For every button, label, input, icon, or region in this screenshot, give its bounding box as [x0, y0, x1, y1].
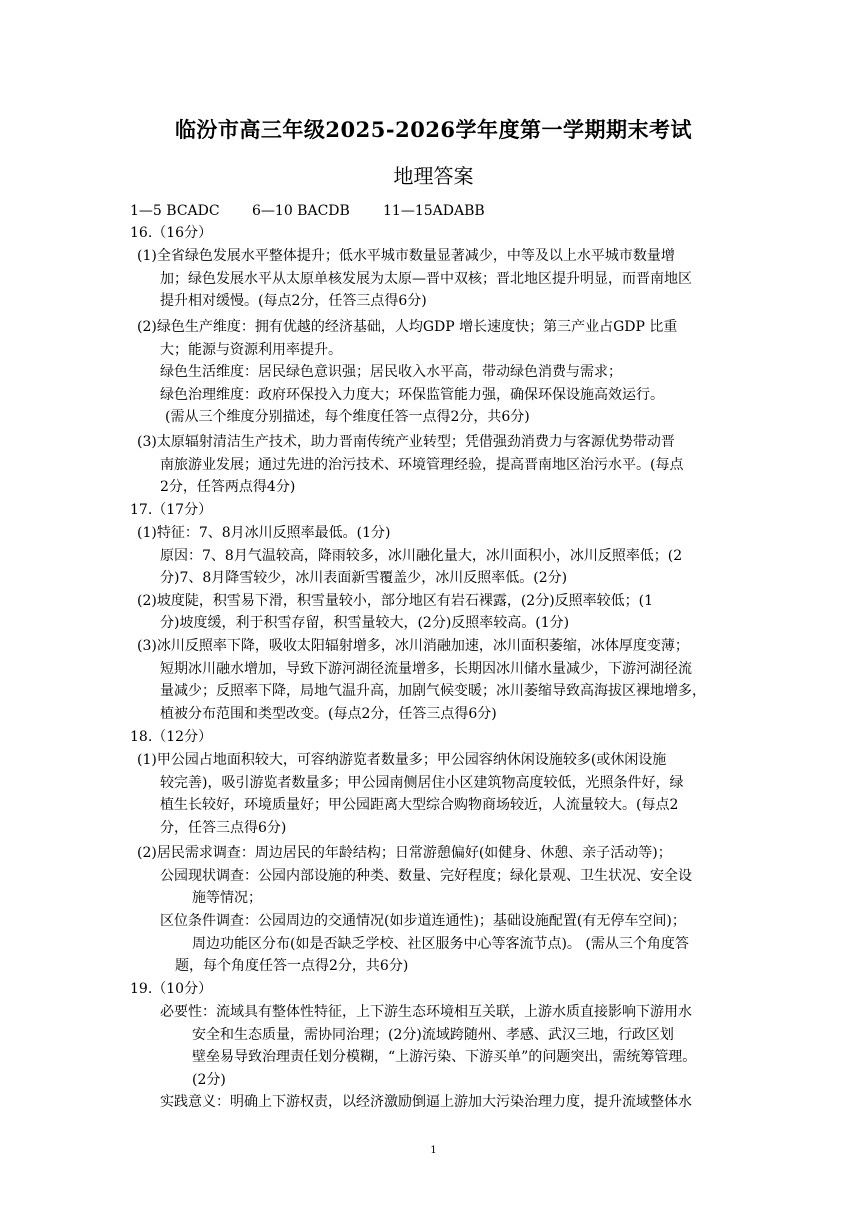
answer-line: 分)7、8月降雪较少，冰川表面新雪覆盖少，冰川反照率低。(2分) [160, 570, 568, 586]
page-number: 1 [430, 1145, 437, 1156]
choice-group-2: 6—10 BACDB [252, 203, 350, 219]
q17-header: 17.（17分） [130, 502, 213, 518]
answer-line: 分，任答三点得6分) [160, 820, 287, 836]
answer-line: 提升相对缓慢。(每点2分，任答三点得6分) [160, 293, 427, 309]
q16-header: 16.（16分） [130, 225, 213, 241]
answer-line: (2)坡度陡，积雪易下滑，积雪量较小，部分地区有岩石裸露，(2分)反照率较低；(1 [137, 593, 654, 609]
answer-line: 必要性：流域具有整体性特征，上下游生态环境相互关联，上游水质直接影响下游用水 [160, 1004, 692, 1020]
answer-line: 区位条件调查：公园周边的交通情况(如步道连通性)；基础设施配置(有无停车空间)； [160, 913, 686, 929]
answer-line: 公园现状调查：公园内部设施的种类、数量、完好程度；绿化景观、卫生状况、安全设 [160, 868, 692, 884]
answer-line: 安全和生态质量，需协同治理；(2分)流域跨随州、孝感、武汉三地，行政区划 [192, 1027, 674, 1043]
answer-line: 南旅游业发展；通过先进的治污技术、环境管理经验，提高晋南地区治污水平。(每点 [160, 457, 684, 473]
answer-line: 植被分布范围和类型改变。(每点2分，任答三点得6分) [160, 706, 497, 722]
answer-line: (2分) [192, 1072, 226, 1088]
choice-group-3: 11—15ADABB [383, 203, 485, 219]
answer-line: 原因：7、8月气温较高，降雨较多，冰川融化量大，冰川面积小，冰川反照率低；(2 [160, 548, 683, 564]
answer-line: (2)居民需求调查：周边居民的年龄结构；日常游憩偏好(如健身、休憩、亲子活动等)； [137, 845, 672, 861]
answer-line: 施等情况； [192, 890, 262, 906]
answer-line: (1)特征：7、8月冰川反照率最低。(1分) [137, 525, 391, 541]
exam-title: 临汾市高三年级2025-2026学年度第一学期期末考试 [174, 117, 693, 142]
answer-line: 题，每个角度任答一点得2分，共6分) [175, 958, 409, 974]
answer-line: 2分，任答两点得4分) [160, 479, 296, 495]
answer-line: 加；绿色发展水平从太原单核发展为太原—晋中双核；晋北地区提升明显，而晋南地区 [160, 271, 692, 287]
q19-header: 19.（10分） [130, 981, 213, 997]
answer-line: 实践意义：明确上下游权责，以经济激励倒逼上游加大污染治理力度，提升流域整体水 [160, 1094, 692, 1110]
answer-line: (3)太原辐射清洁生产技术，助力晋南传统产业转型；凭借强劲消费力与客源优势带动晋 [137, 434, 675, 450]
answer-line: 壁垒易导致治理责任划分模糊，“上游污染、下游买单”的问题突出，需统筹管理。 [192, 1049, 697, 1065]
answer-line: (1)全省绿色发展水平整体提升；低水平城市数量显著减少，中等及以上水平城市数量增 [137, 248, 675, 264]
answer-line: 大；能源与资源利用率提升。 [160, 342, 342, 358]
answer-line: 绿色生活维度：居民绿色意识强；居民收入水平高，带动绿色消费与需求； [160, 364, 622, 380]
choice-group-1: 1—5 BCADC [130, 203, 220, 219]
answer-line: (1)甲公园占地面积较大，可容纳游览者数量多；甲公园容纳休闲设施较多(或休闲设施 [137, 752, 667, 768]
answer-line: (需从三个维度分别描述，每个维度任答一点得2分，共6分) [165, 409, 530, 425]
answer-subtitle: 地理答案 [393, 164, 474, 188]
answer-line: (2)绿色生产维度：拥有优越的经济基础，人均GDP 增长速度快；第三产业占GDP 比重 [137, 319, 678, 335]
answer-line: 短期冰川融水增加，导致下游河湖径流量增多，长期因冰川储水量减少，下游河湖径流 [160, 661, 692, 677]
q18-header: 18.（12分） [130, 729, 213, 745]
answer-line: 量减少；反照率下降，局地气温升高，加剧气候变暖；冰川萎缩导致高海拔区裸地增多， [160, 683, 706, 699]
answer-line: (3)冰川反照率下降，吸收太阳辐射增多，冰川消融加速，冰川面积萎缩，冰体厚度变薄； [137, 638, 689, 654]
answer-line: 较完善)，吸引游览者数量多；甲公园南侧居住小区建筑物高度较低，光照条件好，绿 [160, 775, 684, 791]
answer-line: 植生长较好，环境质量好；甲公园距离大型综合购物商场较近，人流量较大。(每点2 [160, 797, 679, 813]
answer-line: 分)坡度缓，利于积雪存留，积雪量较大，(2分)反照率较高。(1分) [160, 615, 570, 631]
answer-line: 周边功能区分布(如是否缺乏学校、社区服务中心等客流节点)。 (需从三个角度答 [192, 936, 689, 952]
answer-line: 绿色治理维度：政府环保投入力度大；环保监管能力强，确保环保设施高效运行。 [160, 387, 664, 403]
